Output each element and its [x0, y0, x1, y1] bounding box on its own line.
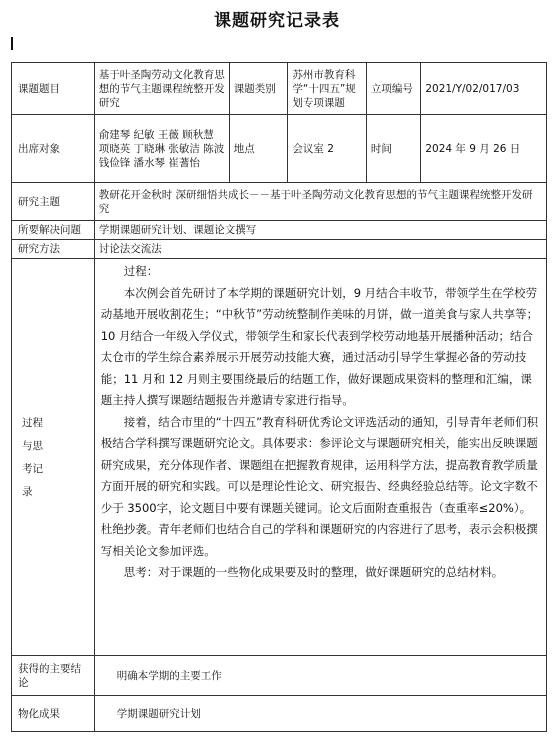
- theme-value: 教研花开金秋时 深研细悟共成长－－基于叶圣陶劳动文化教育思想的节气主题课程统整开发研究: [94, 183, 546, 221]
- document-title: 课题研究记录表: [214, 11, 340, 31]
- category-value: 苏州市教育科学“十四五”规划专项课题: [288, 63, 367, 115]
- method-value: 讨论法交流法: [94, 240, 546, 259]
- table-row-topic: [12, 63, 547, 115]
- topic-label: 课题题目: [12, 63, 95, 115]
- theme-label: 研究主题: [12, 183, 95, 221]
- table-row-method: [12, 240, 547, 259]
- topic-value: 基于叶圣陶劳动文化教育思想的节气主题课程统整开发研究: [94, 63, 229, 115]
- problem-label: 所要解决问题: [12, 221, 95, 240]
- attendees-label: 出席对象: [12, 115, 95, 183]
- table-row-outcome: [12, 696, 547, 732]
- text-cursor: [11, 37, 13, 50]
- process-heading: 过程：: [123, 264, 159, 278]
- table-row-problem: [12, 221, 547, 240]
- time-label: 时间: [366, 115, 420, 183]
- method-label: 研究方法: [12, 240, 95, 259]
- table-row-process: [12, 259, 547, 656]
- category-label: 课题类别: [229, 63, 288, 115]
- process-content: [94, 259, 546, 656]
- process-paragraph-3: 思考：对于课题的一些物化成果要及时的整理，做好课题研究的总结材料。: [123, 565, 504, 579]
- attendees-value: 俞建琴 纪敏 王薇 顾秋慧 项晓英 丁晓琳 张敏洁 陈波 钱俭锋 潘水琴 崔蓍怡: [94, 115, 229, 183]
- outcome-label: 物化成果: [12, 696, 95, 732]
- project-no-value: 2021/Y/02/017/03: [421, 63, 547, 115]
- conclusion-label: 获得的主要结论: [12, 656, 95, 696]
- table-row-theme: [12, 183, 547, 221]
- process-label: 过程 与思 考记 录: [12, 259, 95, 656]
- problem-value: 学期课题研究计划、课题论文撰写: [94, 221, 546, 240]
- place-value: 会议室 2: [288, 115, 367, 183]
- time-value: 2024 年 9 月 26 日: [421, 115, 547, 183]
- table-row-attendees: [12, 115, 547, 183]
- process-paragraph-1: 本次例会首先研讨了本学期的课题研究计划，9 月结合丰收节，带领学生在学校劳动基地开展收割花生；“中秋节”劳动统整制作美味的月饼，做一道美食与家人共享等；10 月结合一年级入学仪式，带领学生和家长代表到学校劳动地基开展播种活动；结合太仓市的学生综合素养展示开展劳动技能大赛，通过活动引导学生掌握必备的劳动技能；11 月和 12 月则主要围绕最后的结题工作，做好课题成果资料的整理和汇编，课题主持人撰写课题结题报告并邀请专家进行指导。: [100, 285, 539, 407]
- table-row-conclusion: [12, 656, 547, 696]
- outcome-value: 学期课题研究计划: [94, 696, 546, 732]
- place-label: 地点: [229, 115, 288, 183]
- project-no-label: 立项编号: [366, 63, 420, 115]
- conclusion-value: 明确本学期的主要工作: [94, 656, 546, 696]
- record-table: [11, 62, 547, 732]
- process-paragraph-2: 接着，结合市里的“十四五”教育科研优秀论文评选活动的通知，引导青年老师们积极结合学科撰写课题研究论文。具体要求：参评论文与课题研究相关，能实出反映课题研究成果，充分体现作者、课题组在把握教育规律，运用科学方法，提高教育教学质量方面开展的研究和实践。可以是理论性论文、研究报告、经典经验总结等。论文字数不少于 3500字，论文题目中要有课题关键词。论文后面附查重报告（查重率≤20%）。杜绝抄袭。青年老师们也结合自己的学科和课题研究的内容进行了思考，表示会积极撰写相关论文参加评选。: [100, 414, 539, 558]
